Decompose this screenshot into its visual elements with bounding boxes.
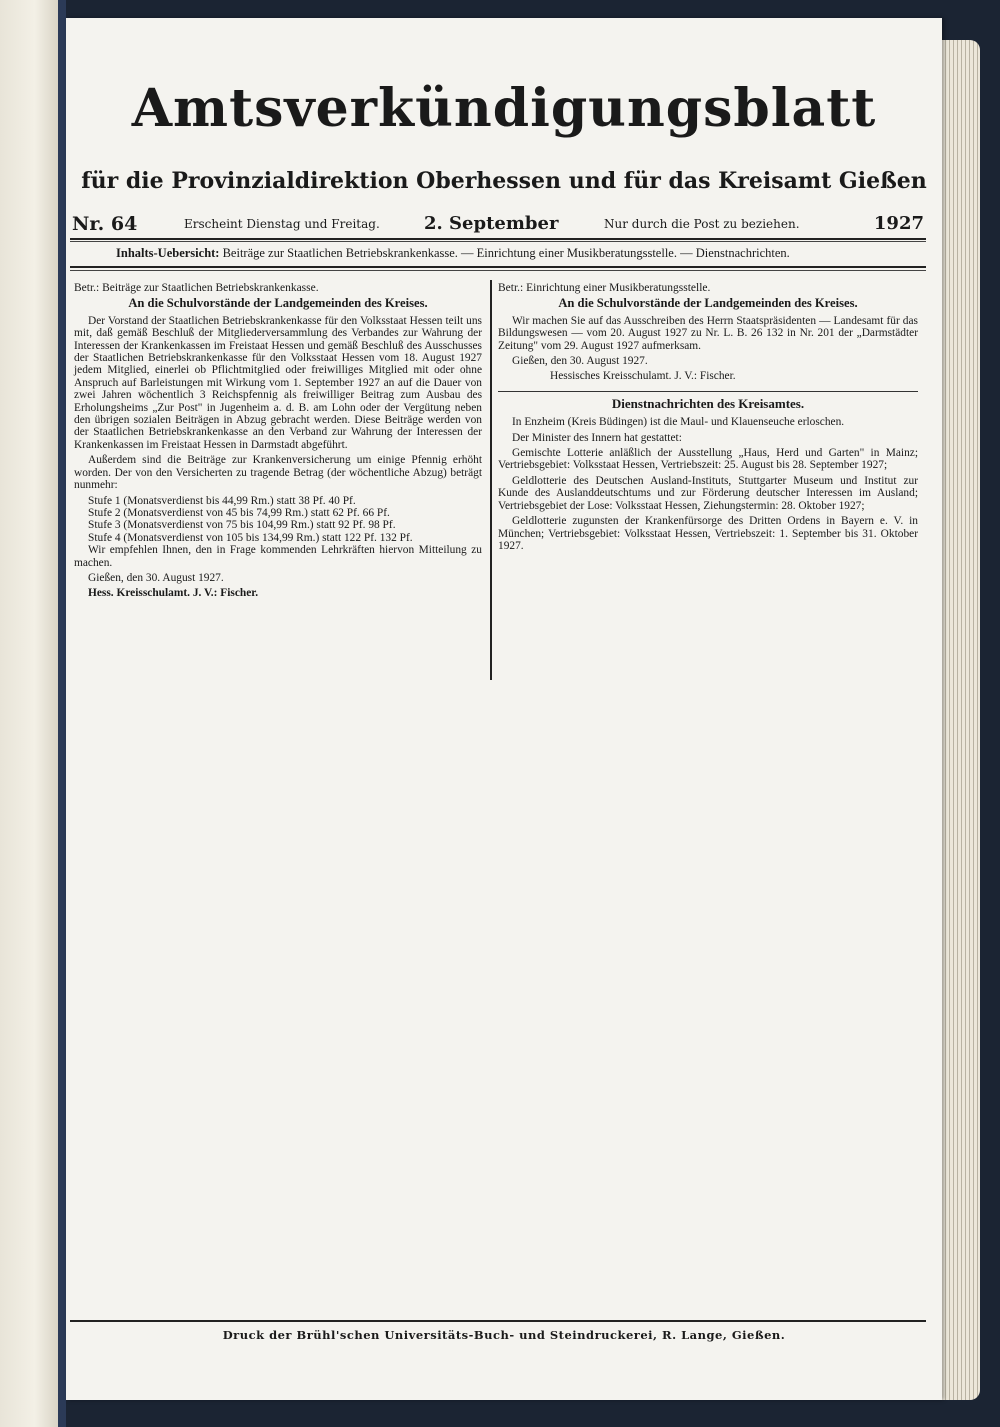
toc-rule-thin [70, 270, 926, 271]
left-paragraph-2: Außerdem sind die Beiträge zur Krankenversicherung um einige Pfennig erhöht worden. Der von den Versicherten zu tragende Betrag (der wöchentliche Abzug) beträgt nunmehr: [74, 454, 482, 492]
right-paragraph-1: Wir machen Sie auf das Ausschreiben des Herrn Staatspräsidenten — Landesamt für das Bildungswesen — vom 20. August 1927 zu Nr. L. B. 26 132 in Nr. 201 der „Darmstädter Zeitung" vom 29. August 1927 aufmerksam. [498, 314, 918, 352]
book-binding-left-page [0, 0, 60, 1427]
stufe-3: Stufe 3 (Monatsverdienst von 75 bis 104,99 Rm.) statt 92 Pf. 98 Pf. [88, 519, 396, 532]
masthead-title: Amtsverkündigungsblatt [131, 78, 877, 139]
left-signature: Hess. Kreisschulamt. J. V.: Fischer. [88, 587, 259, 600]
book-spine-edge [58, 0, 66, 1427]
toc-label: Inhalts-Uebersicht: [116, 246, 220, 260]
left-betr: Betr.: Beiträge zur Staatlichen Betriebskrankenkasse. [74, 282, 319, 294]
issue-rule-top-thin [70, 241, 926, 242]
right-address: An die Schulvorstände der Landgemeinden des Kreises. [558, 296, 858, 311]
issue-frequency: Erscheint Dienstag und Freitag. [184, 217, 380, 231]
stufe-4: Stufe 4 (Monatsverdienst von 105 bis 134,99 Rm.) statt 122 Pf. 132 Pf. [88, 531, 413, 544]
right-column [498, 282, 918, 555]
notice-4: Geldlotterie des Deutschen Ausland-Instituts, Stuttgarter Museum und Institut zur Kunde des Auslanddeutschtums und zur Förderung deutscher Interessen im Ausland; Vertriebsgebiet der Lose: Volksstaat Hessen, Ziehungstermin: 28. Oktober 1927; [498, 474, 918, 512]
left-place-date: Gießen, den 30. August 1927. [88, 571, 224, 584]
right-section-rule [498, 391, 918, 392]
toc-rule [70, 266, 926, 268]
issue-rule-top [70, 238, 926, 240]
toc-text: Beiträge zur Staatlichen Betriebskrankenkasse. — Einrichtung einer Musikberatungsstelle. — Dienstnachrichten. [222, 246, 790, 260]
table-of-contents [116, 246, 916, 261]
issue-date: 2. September [424, 213, 559, 234]
stufe-2: Stufe 2 (Monatsverdienst von 45 bis 74,99 Rm.) statt 62 Pf. 66 Pf. [88, 506, 390, 519]
stufe-1: Stufe 1 (Monatsverdienst bis 44,99 Rm.) statt 38 Pf. 40 Pf. [88, 494, 356, 507]
notice-2: Der Minister des Innern hat gestattet: [512, 431, 682, 444]
section-title-dienstnachrichten: Dienstnachrichten des Kreisamtes. [611, 395, 805, 411]
right-signature: Hessisches Kreisschulamt. J. V.: Fischer. [550, 370, 736, 383]
printer-imprint: Druck der Brühl'schen Universitäts-Buch- und Steindruckerei, R. Lange, Gießen. [222, 1328, 786, 1342]
notice-5: Geldlotterie zugunsten der Krankenfürsorge des Dritten Ordens in Bayern e. V. in München; Vertriebsgebiet: Volksstaat Hessen, Vertriebszeit: 1. September bis 31. Oktober 1927. [498, 515, 918, 552]
left-address: An die Schulvorstände der Landgemeinden des Kreises. [128, 296, 428, 311]
right-place-date: Gießen, den 30. August 1927. [512, 355, 648, 368]
newspaper-page [66, 18, 942, 1400]
left-paragraph-1: Der Vorstand der Staatlichen Betriebskrankenkasse für den Volksstaat Hessen teilt uns mit, daß gemäß Beschluß der Mitgliederversammlung des Verbandes zur Wahrung der Interessen der Krankenkassen im Freistaat Hessen und gemäß Beschluß des Ausschusses der Staatlichen Betriebskrankenkasse für den Volksstaat Hessen vom 18. August 1927 jedem Mitglied, einerlei ob Pflichtmitglied oder freiwilliges Mitglied mit oder ohne Anspruch auf Barleistungen mit Wirkung vom 1. September 1927 an auf die Dauer von zwei Jahren wöchentlich 3 Reichspfennig als freiwilliger Beitrag zum Ausbau des Erholungsheims „Zur Post" in Jugenheim a. d. B. am Lohn oder der Vergütung neben den übrigen sozialen Beiträgen in Abzug gebracht werden. Diese Beiträge werden von der Staatlichen Betriebskrankenkasse an den Verband zur Wahrung der Interessen der Krankenkassen im Freistaat Hessen in Darmstadt abgeführt. [74, 314, 482, 451]
notice-1: In Enzheim (Kreis Büdingen) ist die Maul- und Klauenseuche erloschen. [512, 416, 845, 429]
column-divider [490, 280, 492, 680]
masthead-subtitle: für die Provinzialdirektion Oberhessen und für das Kreisamt Gießen [81, 168, 927, 194]
notice-3: Gemischte Lotterie anläßlich der Ausstellung „Haus, Herd und Garten" in Mainz; Vertriebsgebiet: Volksstaat Hessen, Vertriebszeit: 25. August bis 28. September 1927; [498, 447, 918, 472]
issue-year: 1927 [873, 213, 924, 234]
issue-number: Nr. 64 [72, 213, 138, 235]
footer-rule [70, 1320, 926, 1322]
issue-bar [72, 213, 924, 237]
left-paragraph-3: Wir empfehlen Ihnen, den in Frage kommenden Lehrkräften hiervon Mitteilung zu machen. [74, 544, 482, 569]
issue-distribution: Nur durch die Post zu beziehen. [604, 217, 800, 231]
left-column [74, 282, 482, 603]
right-betr: Betr.: Einrichtung einer Musikberatungsstelle. [498, 282, 711, 294]
